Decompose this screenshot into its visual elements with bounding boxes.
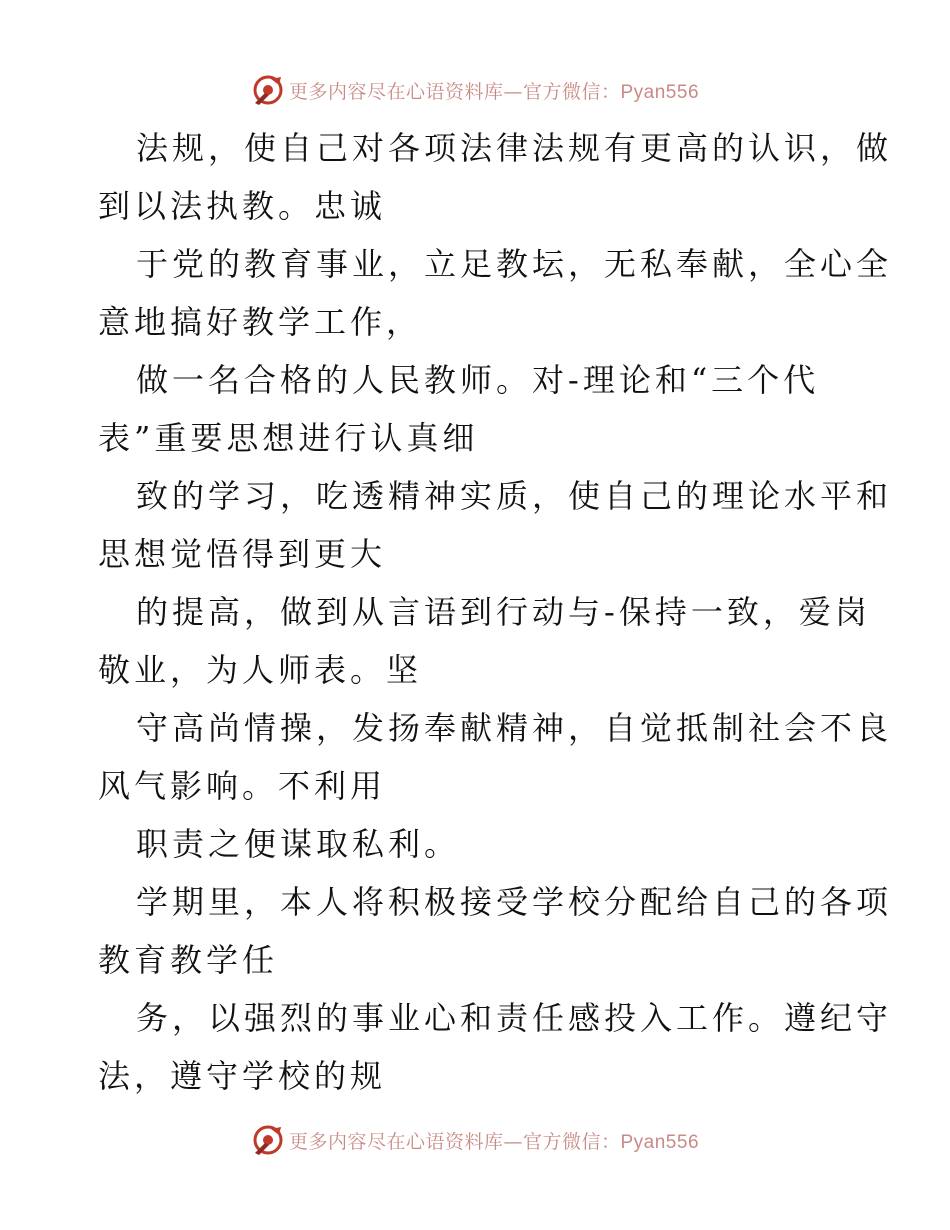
text-line: 的提高，做到从言语到行动与-保持一致，爱岗 (136, 593, 871, 631)
text-line: 于党的教育事业，立足教坛，无私奉献，全心全 (136, 245, 893, 283)
banner-text: 更多内容尽在心语资料库—官方微信：Pyan556 (288, 1130, 700, 1153)
text-line: 法，遵守学校的规 (98, 1057, 387, 1095)
text-line: 风气影响。不利用 (98, 767, 387, 805)
text-line: 致的学习，吃透精神实质，使自己的理论水平和 (136, 477, 893, 515)
text-line: 学期里，本人将积极接受学校分配给自己的各项 (136, 883, 893, 921)
text-line: 职责之便谋取私利。 (136, 825, 461, 863)
text-line: 思想觉悟得到更大 (98, 535, 387, 573)
pen-logo-icon (251, 73, 285, 107)
text-line: 到以法执教。忠诚 (98, 187, 387, 225)
text-line: 务，以强烈的事业心和责任感投入工作。遵纪守 (136, 999, 893, 1037)
text-line: 做一名合格的人民教师。对-理论和“三个代 (136, 361, 820, 399)
text-line: 法规，使自己对各项法律法规有更高的认识，做 (136, 129, 893, 167)
footer-watermark-banner (0, 1120, 950, 1160)
header-watermark-banner (0, 70, 950, 110)
pen-logo-icon (251, 1123, 285, 1157)
text-line: 教育教学任 (98, 941, 279, 979)
banner-text: 更多内容尽在心语资料库—官方微信：Pyan556 (288, 80, 700, 103)
text-line: 守高尚情操，发扬奉献精神，自觉抵制社会不良 (136, 709, 893, 747)
text-line: 意地搞好教学工作， (98, 303, 423, 341)
text-line: 表”重要思想进行认真细 (98, 419, 479, 457)
text-line: 敬业，为人师表。坚 (98, 651, 423, 689)
